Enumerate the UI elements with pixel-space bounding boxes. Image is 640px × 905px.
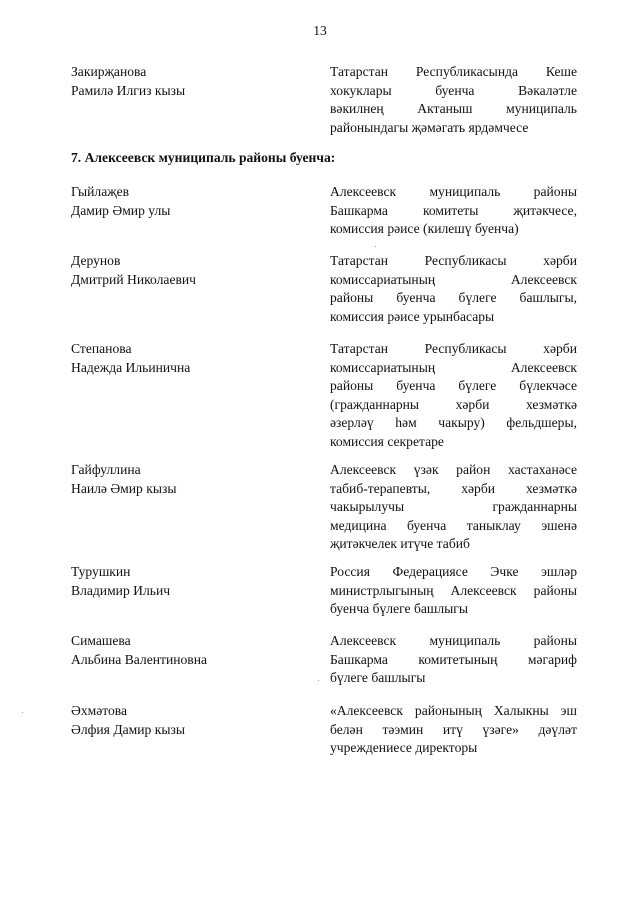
position-line: «Алексеевск районының Халыкны эш (330, 703, 577, 718)
position-line: бүлеге башлыгы (330, 670, 426, 686)
scan-speck (318, 680, 319, 681)
scan-speck (22, 712, 23, 713)
person-position (330, 252, 577, 326)
position-line: районы буенча бүлеге башлыгы, (330, 290, 577, 306)
person-position (330, 702, 577, 758)
position-line: районы буенча бүлеге бүлекчәсе (330, 378, 577, 394)
position-line: Башкарма комитеты җитәкчесе, (330, 202, 577, 218)
scan-speck (375, 246, 376, 247)
given-name: Наилә Әмир кызы (71, 480, 177, 496)
surname: Гыйлаҗев (71, 184, 130, 199)
position-line: комиссариатының Алексеевск (330, 271, 577, 287)
person-name (71, 340, 311, 377)
given-name: Әлфия Дамир кызы (71, 721, 185, 737)
position-line: комиссия рәисе (килешү буенча) (330, 221, 519, 237)
position-line: Татарстан Республикасы хәрби (330, 253, 577, 268)
position-line: учреждениесе директоры (330, 740, 478, 756)
surname: Турушкин (71, 564, 131, 579)
position-line: табиб-терапевты, хәрби хезмәткә (330, 480, 577, 496)
person-name (71, 63, 311, 100)
person-position (330, 461, 577, 554)
surname: Степанова (71, 341, 132, 356)
position-line: медицина буенча таныклау эшенә (330, 517, 577, 533)
position-line: комиссия секретаре (330, 433, 444, 449)
person-name (71, 632, 311, 669)
given-name: Рамилә Илгиз кызы (71, 82, 186, 98)
position-line: чакырылучы гражданнарны (330, 499, 577, 515)
position-line: вәкилнең Актаныш муниципаль (330, 101, 577, 117)
section-heading: 7. Алексеевск муниципаль районы буенча: (71, 150, 336, 165)
person-name (71, 563, 311, 600)
position-line: Алексеевск муниципаль районы (330, 633, 577, 648)
position-line: комиссариатының Алексеевск (330, 359, 577, 375)
surname: Закирҗанова (71, 64, 147, 79)
position-line: комиссия рәисе урынбасары (330, 308, 495, 324)
position-line: районындагы җәмәгать ярдәмчесе (330, 119, 529, 135)
given-name: Альбина Валентиновна (71, 651, 208, 667)
surname: Симашева (71, 633, 131, 648)
position-line: (гражданнарны хәрби хезмәткә (330, 396, 577, 412)
position-line: хокуклары буенча Вәкаләтле (330, 82, 577, 98)
person-name (71, 183, 311, 220)
given-name: Надежда Ильинична (71, 359, 191, 375)
person-position (330, 632, 577, 688)
person-position (330, 340, 577, 452)
position-line: Татарстан Республикасында Кеше (330, 64, 577, 79)
position-line: белән тәэмин итү үзәге» дәүләт (330, 721, 577, 737)
person-position (330, 563, 577, 619)
person-name (71, 702, 311, 739)
surname: Әхмәтова (71, 703, 128, 718)
position-line: әзерләү һәм чакыру) фельдшеры, (330, 415, 577, 431)
given-name: Дмитрий Николаевич (71, 271, 197, 287)
person-position (330, 183, 577, 239)
position-line: Россия Федерациясе Эчке эшләр (330, 564, 577, 579)
surname: Дерунов (71, 253, 121, 268)
surname: Гайфуллина (71, 462, 141, 477)
position-line: Алексеевск муниципаль районы (330, 184, 577, 199)
position-line: министрлыгының Алексеевск районы (330, 582, 577, 598)
page-number: 13 (313, 23, 327, 38)
person-name (71, 461, 311, 498)
given-name: Владимир Ильич (71, 582, 171, 598)
position-line: җитәкчелек итүче табиб (330, 536, 470, 552)
position-line: Татарстан Республикасы хәрби (330, 341, 577, 356)
person-position (330, 63, 577, 137)
given-name: Дамир Әмир улы (71, 202, 171, 218)
position-line: Башкарма комитетының мәгариф (330, 651, 577, 667)
person-name (71, 252, 311, 289)
position-line: буенча бүлеге башлыгы (330, 601, 468, 617)
position-line: Алексеевск үзәк район хастаханәсе (330, 462, 577, 477)
